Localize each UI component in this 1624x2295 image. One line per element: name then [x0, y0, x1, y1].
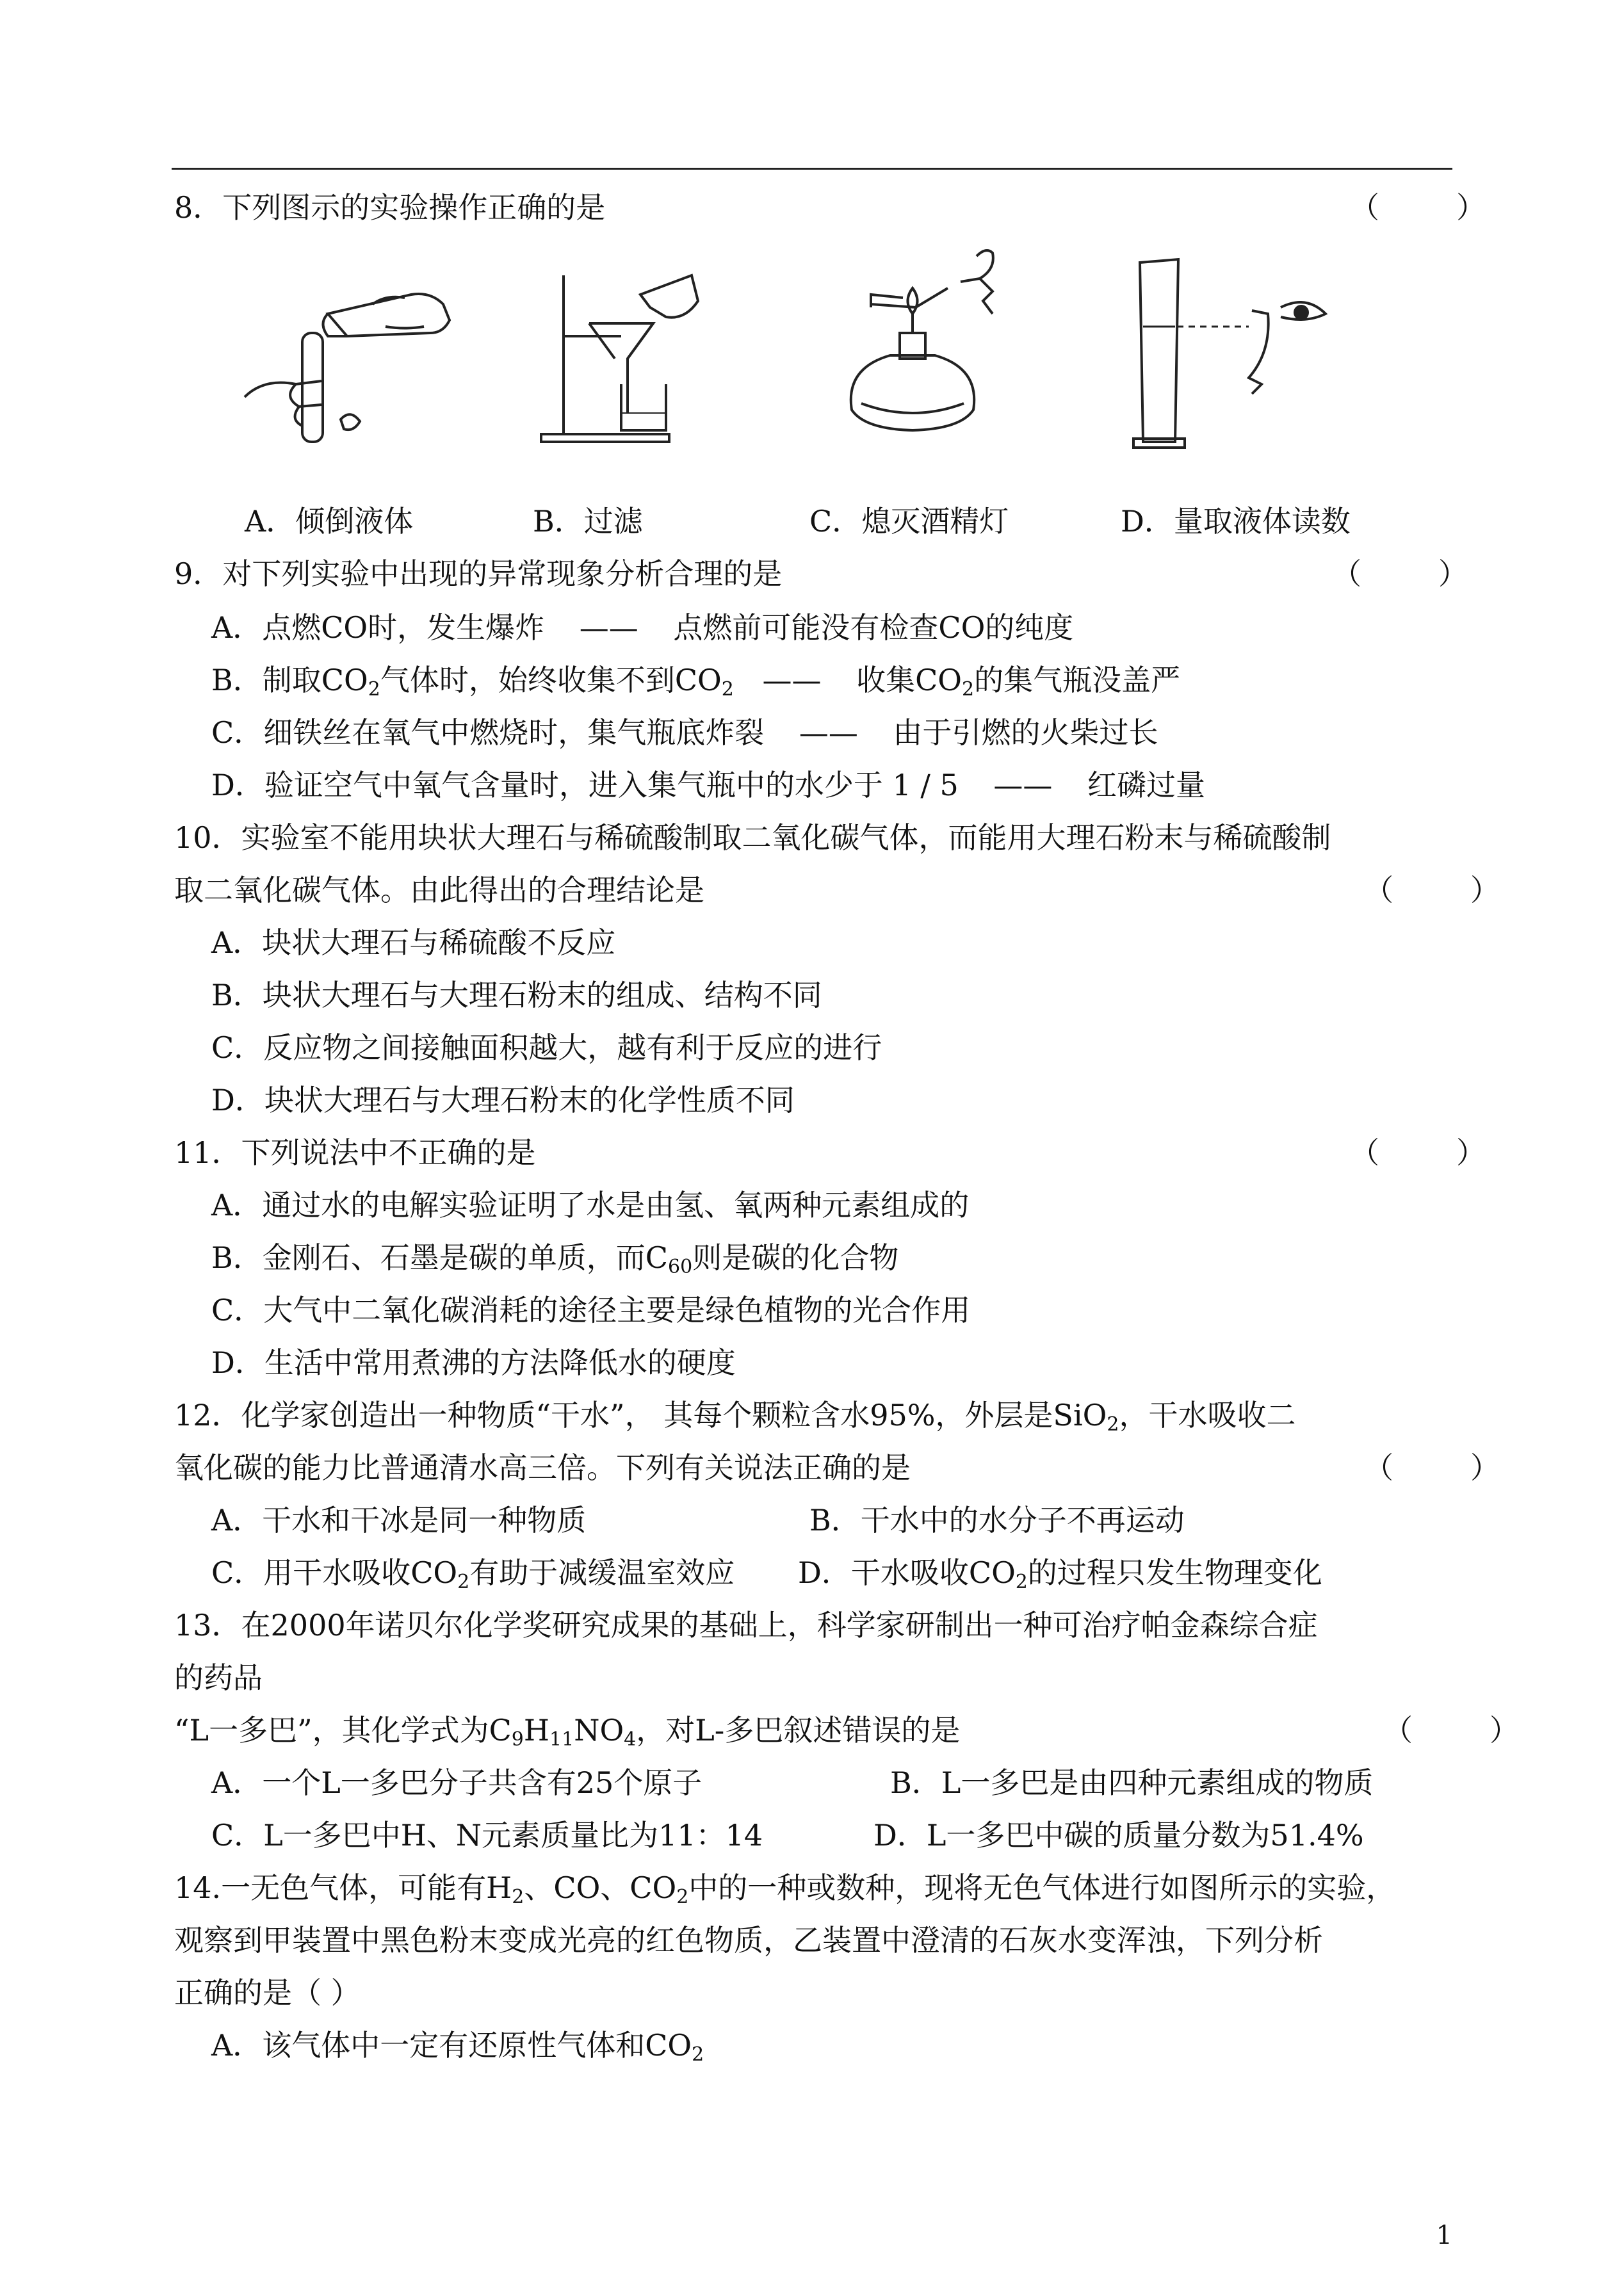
page-number: 1: [1436, 2221, 1452, 2250]
pouring-liquid-figure: [238, 269, 494, 455]
q9-option-b: B．制取$CO_2$气体时，始终收集不到$CO_2$ —— 收集$CO_2$的集气瓶没盖严: [211, 663, 1181, 701]
q12-stem-line1: 12．化学家创造出一种物质“干水”， 其每个颗粒含水95%，外层是SiO$_2$，干水吸收二: [174, 1398, 1296, 1436]
q10-option-d: D．块状大理石与大理石粉末的化学性质不同: [211, 1083, 795, 1117]
q12-stem-line2: 氧化碳的能力比普通清水高三倍。下列有关说法正确的是: [174, 1450, 911, 1485]
q13-option-b: B．L一多巴是由四种元素组成的物质: [890, 1765, 1374, 1800]
q12-option-a: A．干水和干冰是同一种物质: [211, 1503, 587, 1537]
q12-answer-paren: （ ）: [1364, 1450, 1500, 1485]
header-rule: [172, 168, 1452, 170]
q12-option-d: D．干水吸收$CO_2$的过程只发生物理变化: [798, 1555, 1322, 1593]
q13-option-c: C．L一多巴中H、N元素质量比为11：14: [211, 1818, 763, 1853]
q11-stem: 11．下列说法中不正确的是: [174, 1135, 536, 1170]
q8-answer-paren: （ ）: [1350, 190, 1486, 225]
q10-option-b: B．块状大理石与大理石粉末的组成、结构不同: [211, 978, 822, 1012]
q11-option-c: C．大气中二氧化碳消耗的途径主要是绿色植物的光合作用: [211, 1293, 971, 1327]
q13-stem-line3: “L一多巴”，其化学式为$C_9H_{11}NO_4$，对L-多巴叙述错误的是: [174, 1713, 961, 1751]
q9-option-c: C．细铁丝在氧气中燃烧时，集气瓶底炸裂 —— 由于引燃的火柴过长: [211, 715, 1158, 750]
q13-stem-line1: 13．在2000年诺贝尔化学奖研究成果的基础上，科学家研制出一种可治疗帕金森综合症: [174, 1608, 1318, 1642]
q12-option-b: B．干水中的水分子不再运动: [809, 1503, 1185, 1537]
q8-option-a: A．倾倒液体: [245, 504, 414, 539]
q9-option-a: A．点燃CO时，发生爆炸 —— 点燃前可能没有检查CO的纯度: [211, 610, 1074, 645]
q14-option-a: A．该气体中一定有还原性气体和$CO_2$: [211, 2028, 704, 2066]
q10-stem-line2: 取二氧化碳气体。由此得出的合理结论是: [174, 873, 704, 907]
q10-option-a: A．块状大理石与稀硫酸不反应: [211, 925, 616, 960]
q9-stem: 9．对下列实验中出现的异常现象分析合理的是: [174, 556, 783, 591]
q8-stem: 8．下列图示的实验操作正确的是: [174, 190, 606, 225]
q10-option-c: C．反应物之间接触面积越大，越有利于反应的进行: [211, 1030, 882, 1065]
q11-answer-paren: （ ）: [1350, 1135, 1486, 1170]
q14-stem-line1: 14.一无色气体，可能有$H_2$、CO、$CO_2$中的一种或数种，现将无色气体进行如图所示的实验，: [174, 1870, 1396, 1908]
q13-answer-paren: （ ）: [1383, 1713, 1519, 1748]
q14-stem-line2: 观察到甲装置中黑色粉末变成光亮的红色物质，乙装置中澄清的石灰水变浑浊，下列分析: [174, 1923, 1323, 1958]
q12-option-c: C．用干水吸收$CO_2$有助于减缓温室效应: [211, 1555, 735, 1593]
q11-option-a: A．通过水的电解实验证明了水是由氢、氧两种元素组成的: [211, 1188, 970, 1222]
q11-option-b: B．金刚石、石墨是碳的单质，而$C_{60}$则是碳的化合物: [211, 1240, 899, 1278]
filtration-figure: [538, 263, 730, 448]
extinguish-lamp-figure: [832, 243, 1025, 448]
q8-option-c: C．熄灭酒精灯: [809, 504, 1009, 539]
q13-option-a: A．一个L一多巴分子共含有25个原子: [211, 1765, 702, 1800]
q9-option-d: D．验证空气中氧气含量时，进入集气瓶中的水少于 1 / 5 —— 红磷过量: [211, 768, 1206, 802]
read-cylinder-figure: [1114, 250, 1332, 455]
q11-option-d: D．生活中常用煮沸的方法降低水的硬度: [211, 1345, 736, 1380]
q13-stem-line2: 的药品: [174, 1660, 263, 1695]
q10-stem-line1: 10．实验室不能用块状大理石与稀硫酸制取二氧化碳气体，而能用大理石粉末与稀硫酸制: [174, 820, 1331, 855]
q8-option-b: B．过滤: [533, 504, 643, 539]
q8-option-d: D．量取液体读数: [1121, 504, 1351, 539]
q9-answer-paren: （ ）: [1332, 556, 1468, 591]
q13-option-d: D．L一多巴中碳的质量分数为51.4%: [873, 1818, 1364, 1853]
q14-stem-line3: 正确的是（ ）: [174, 1975, 361, 2010]
q10-answer-paren: （ ）: [1364, 873, 1500, 907]
